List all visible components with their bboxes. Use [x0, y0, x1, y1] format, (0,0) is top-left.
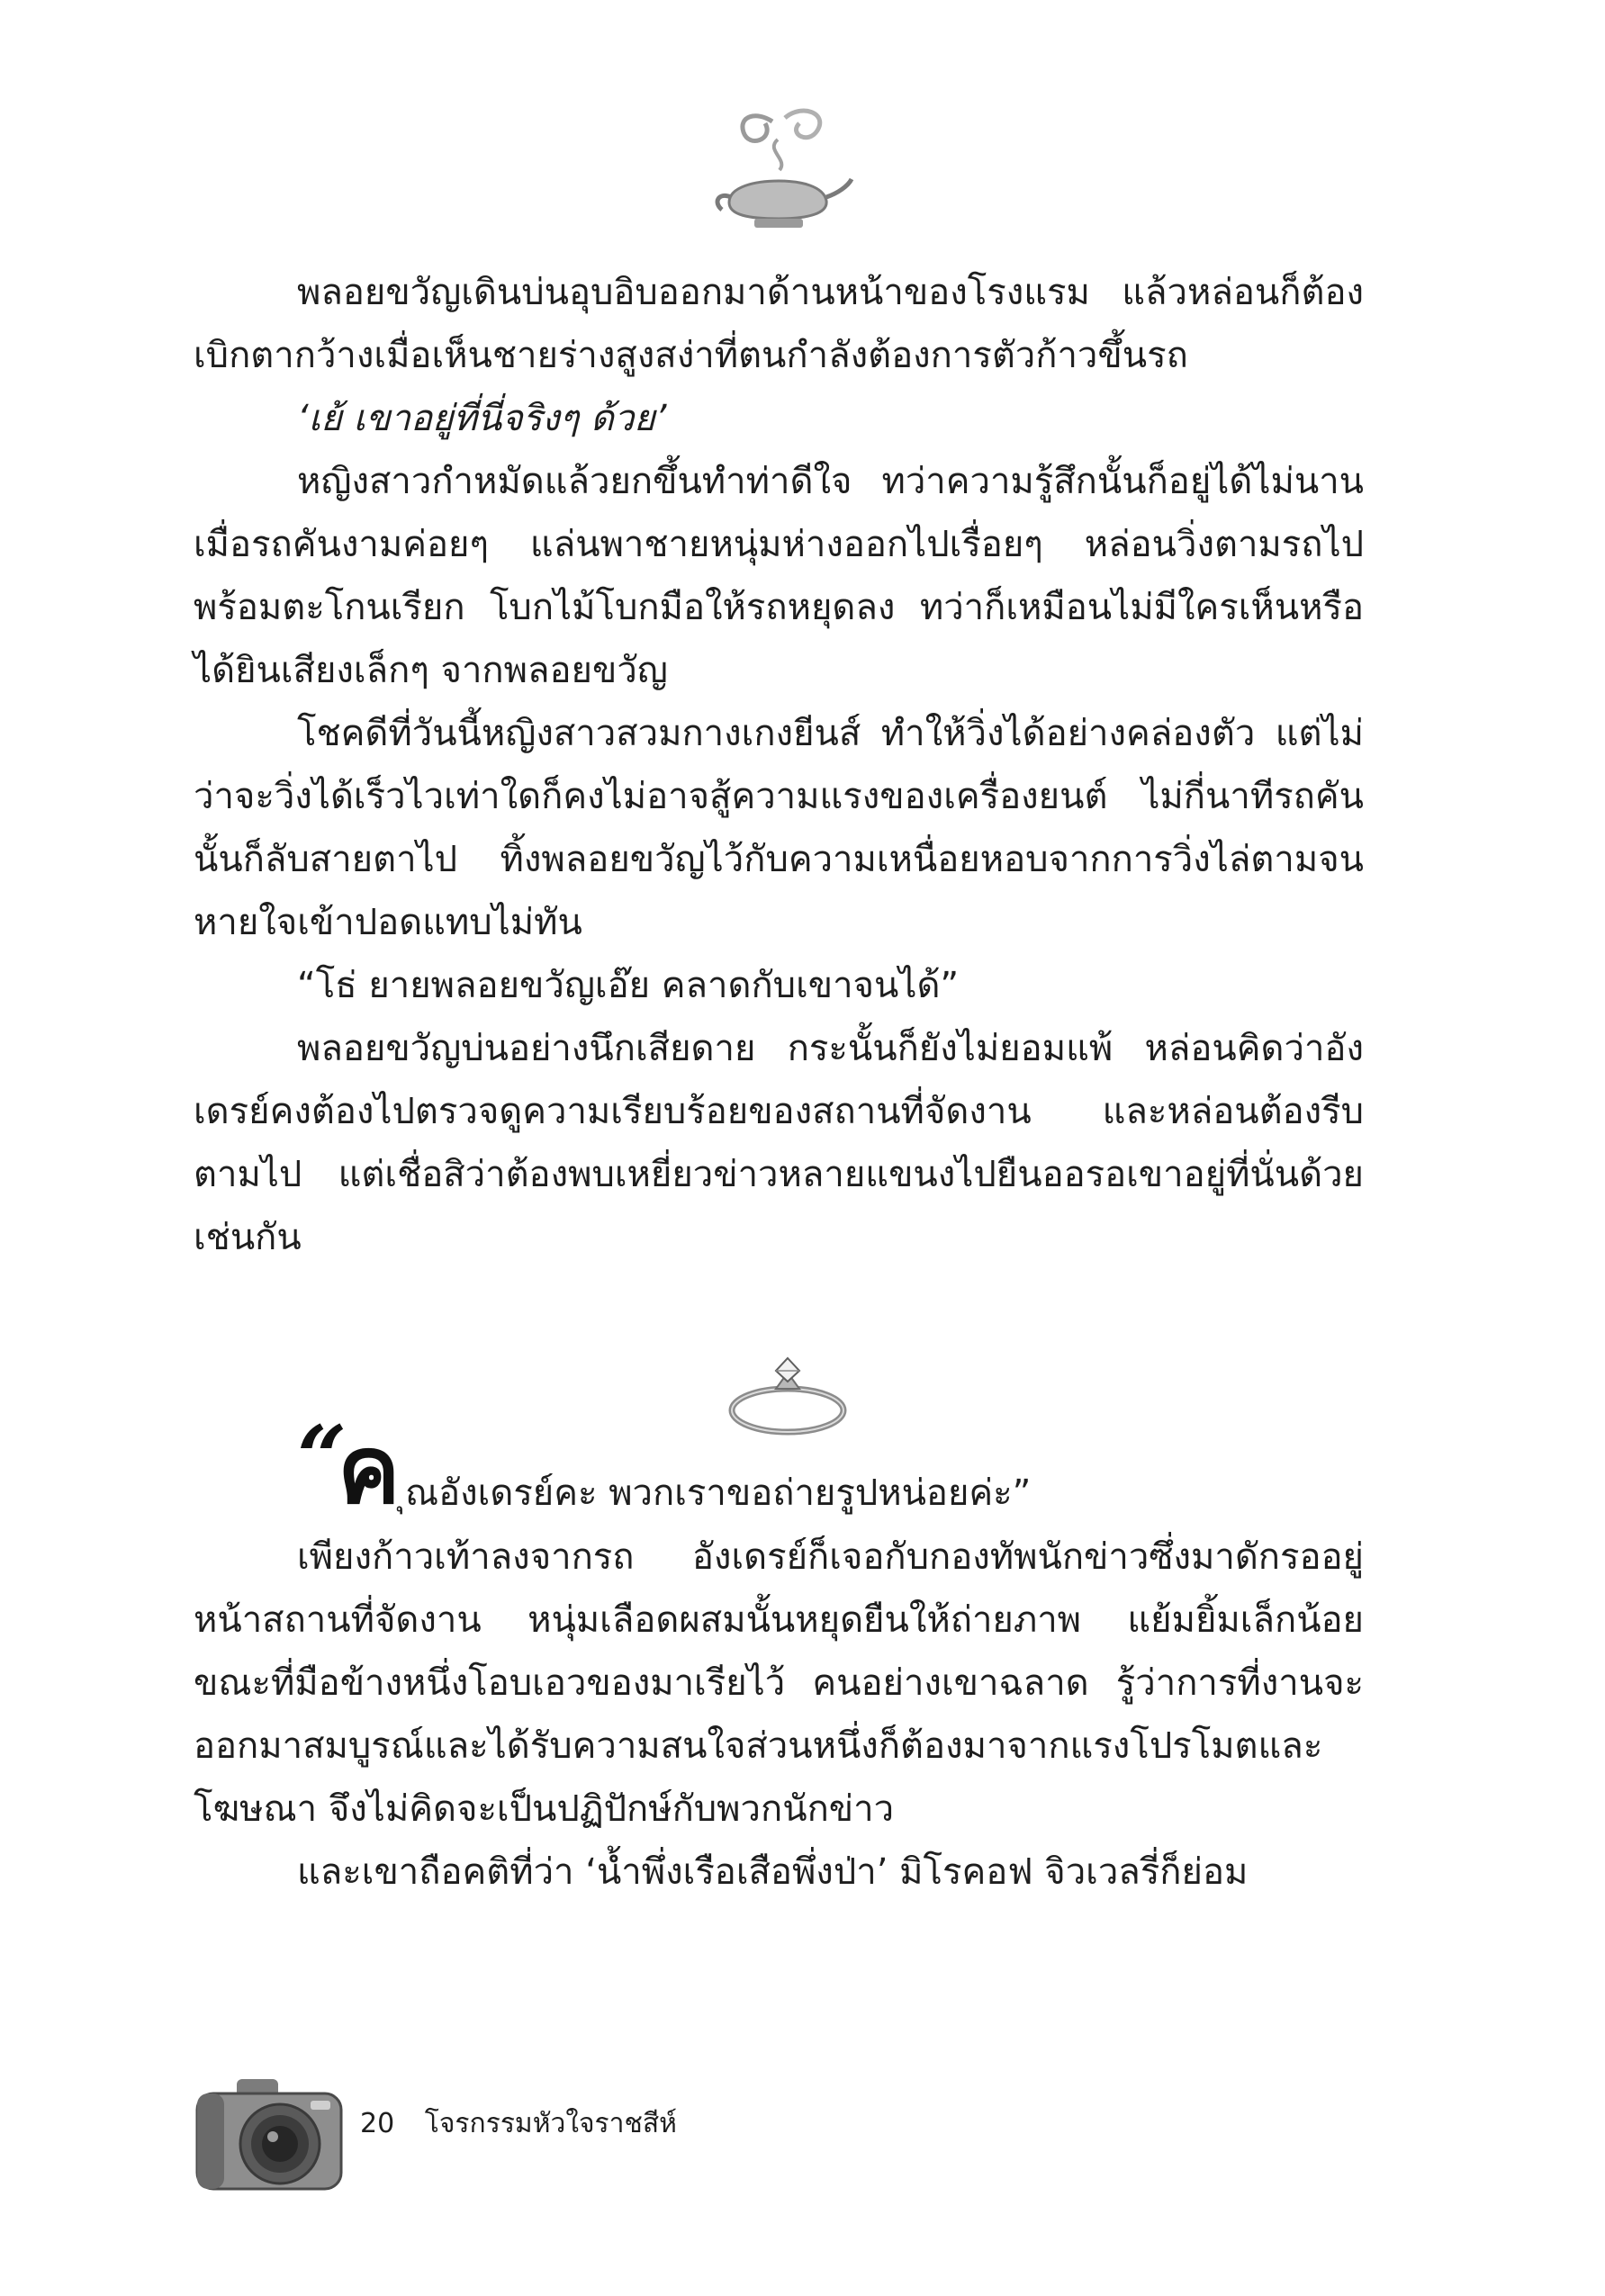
paragraph: พลอยขวัญบ่นอย่างนึกเสียดาย กระนั้นก็ยังไม่ยอมแพ้ หล่อนคิดว่าอังเดรย์คงต้องไปตรวจดูความเรียบร้อยของสถานที่จัดงาน และหล่อนต้องรีบตามไป แต่เชื่อสิว่าต้องพบเหยี่ยวข่าวหลายแขนงไปยืนออรอเขาอยู่ที่นั่นด้วยเช่นกัน: [194, 1028, 1364, 1258]
camera-icon: [194, 2070, 347, 2196]
paragraph: หญิงสาวกำหมัดแล้วยกขึ้นทำท่าดีใจ ทว่าความรู้สึกนั้นก็อยู่ได้ไม่นาน เมื่อรถคันงามค่อยๆ แล่นพาชายหนุ่มห่างออกไปเรื่อยๆ หล่อนวิ่งตามรถไปพร้อมตะโกนเรียก โบกไม้โบกมือให้รถหยุดลง ทว่าก็เหมือนไม่มีใครเห็นหรือได้ยินเสียงเล็กๆ จากพลอยขวัญ: [194, 461, 1364, 691]
dropcap-quote-mark: “: [297, 1407, 347, 1508]
paragraph: พลอยขวัญเดินบ่นอุบอิบออกมาด้านหน้าของโรงแรม แล้วหล่อนก็ต้องเบิกตากว้างเมื่อเห็นชายร่างสูงสง่าที่ตนกำลังต้องการตัวก้าวขึ้นรถ: [194, 272, 1364, 376]
paragraph: โชคดีที่วันนี้หญิงสาวสวมกางเกงยีนส์ ทำให้วิ่งได้อย่างคล่องตัว แต่ไม่ว่าจะวิ่งได้เร็วไวเท่าใดก็คงไม่อาจสู้ความแรงของเครื่องยนต์ ไม่กี่นาทีรถคันนั้นก็ลับสายตาไป ทิ้งพลอยขวัญไว้กับความเหนื่อยหอบจากการวิ่งไล่ตามจนหายใจเข้าปอดแทบไม่ทัน: [194, 713, 1364, 943]
paragraph-dialogue: “โธ่ ยายพลอยขวัญเอ๊ย คลาดกับเขาจนได้”: [297, 965, 960, 1006]
paragraph: และเขาถือคติที่ว่า ‘น้ำพึ่งเรือเสือพึ่งป่า’ มิโรคอฟ จิวเวลรี่ก็ย่อม: [297, 1851, 1249, 1893]
text-block-1: [194, 261, 1364, 1269]
chapter-opening: [297, 1407, 1368, 1530]
page-footer: [360, 2106, 677, 2142]
text-block-2: [194, 1526, 1364, 1904]
paragraph-thought: ‘เย้ เขาอยู่ที่นี่จริงๆ ด้วย’: [297, 398, 667, 439]
page-number: 20: [360, 2108, 395, 2139]
genie-lamp-icon: [702, 104, 855, 239]
book-title: โจรกรรมหัวใจราชสีห์: [424, 2108, 677, 2139]
diamond-ring-icon: [720, 1355, 855, 1440]
opening-dialogue: ุณอังเดรย์คะ พวกเราขอถ่ายรูปหน่อยค่ะ”: [405, 1472, 1032, 1514]
dropcap-letter: ค: [338, 1415, 401, 1525]
paragraph: เพียงก้าวเท้าลงจากรถ อังเดรย์ก็เจอกับกองทัพนักข่าวซึ่งมาดักรออยู่หน้าสถานที่จัดงาน หนุ่มเลือดผสมนั้นหยุดยืนให้ถ่ายภาพ แย้มยิ้มเล็กน้อย ขณะที่มือข้างหนึ่งโอบเอวของมาเรียไว้ คนอย่างเขาฉลาด รู้ว่าการที่งานจะออกมาสมบูรณ์และได้รับความสนใจส่วนหนึ่งก็ต้องมาจากแรงโปรโมตและโฆษณา จึงไม่คิดจะเป็นปฏิปักษ์กับพวกนักข่าว: [194, 1536, 1364, 1830]
